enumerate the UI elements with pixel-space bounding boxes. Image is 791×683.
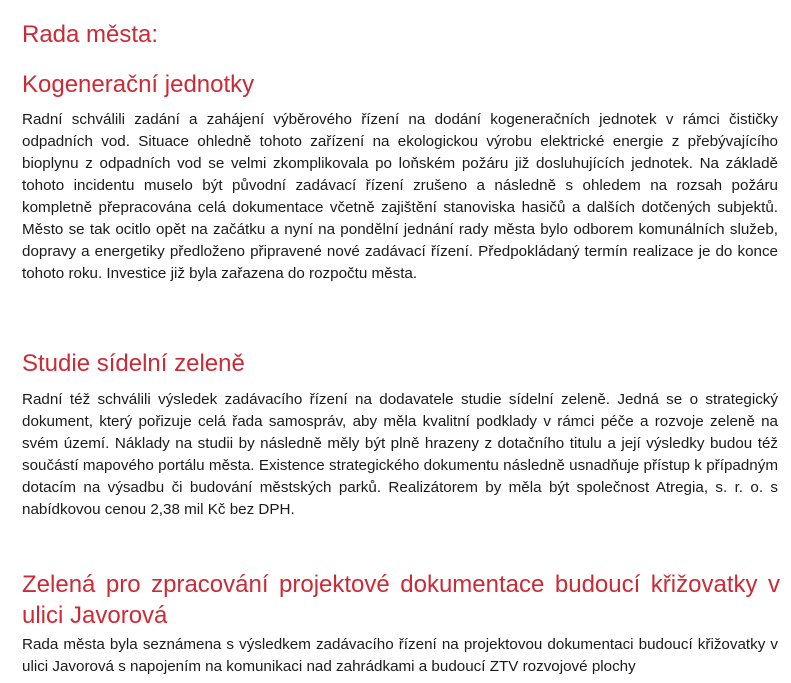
section-heading-studie-sidelni-zelene: Studie sídelní zeleně <box>22 350 245 377</box>
section-body-studie-sidelni-zelene: Radní též schválili výsledek zadávacího řízení na dodavatele studie sídelní zeleně. Jedná se o strategický dokument, který pořizuje celá řada samospráv, aby měla kvalitní podklady v rámci péče a rozvoje zeleně na svém území. Náklady na studii by následně měly být plně hrazeny z dotačního titulu a její výsledky budou též součástí mapového portálu města. Existence strategického dokumentu následně usnadňuje přístup k případným dotacím na výsadbu či budování městských parků. Realizátorem by měla být společnost Atregia, s. r. o. s nabídkovou cenou 2,38 mil Kč bez DPH. <box>22 391 778 518</box>
section-heading-krizovatka-javorova: Zelená pro zpracování projektové dokumentace budoucí křižovatky v ulici Javorová <box>22 571 780 629</box>
section-body-kogeneracni-jednotky: Radní schválili zadání a zahájení výběrového řízení na dodání kogeneračních jednotek v rámci čističky odpadních vod. Situace ohledně tohoto zařízení na ekologickou výrobu elektrické energie z přebývajícího bioplynu z odpadních vod se velmi zkomplikovala po loňském požáru již dosluhujících jednotek. Na základě tohoto incidentu muselo být původní zadávací řízení zrušeno a následně s ohledem na rozsah požáru kompletně přepracována celá dokumentace včetně zajištění stanoviska hasičů a dalších dotčených subjektů. Město se tak ocitlo opět na začátku a nyní na pondělní jednání rady města bylo odborem komunálních služeb, dopravy a energetiky předloženo připravené nové zadávací řízení. Předpokládaný termín realizace je do konce tohoto roku. Investice již byla zařazena do rozpočtu města. <box>22 111 778 282</box>
section-body-krizovatka-javorova: Rada města byla seznámena s výsledkem zadávacího řízení na projektovou dokumentaci budoucí křižovatky v ulici Javorová s napojením na komunikaci nad zahrádkami a budoucí ZTV rozvojové plochy <box>22 636 778 675</box>
section-heading-kogeneracni-jednotky: Kogenerační jednotky <box>22 71 255 98</box>
document-title: Rada města: <box>22 21 159 48</box>
